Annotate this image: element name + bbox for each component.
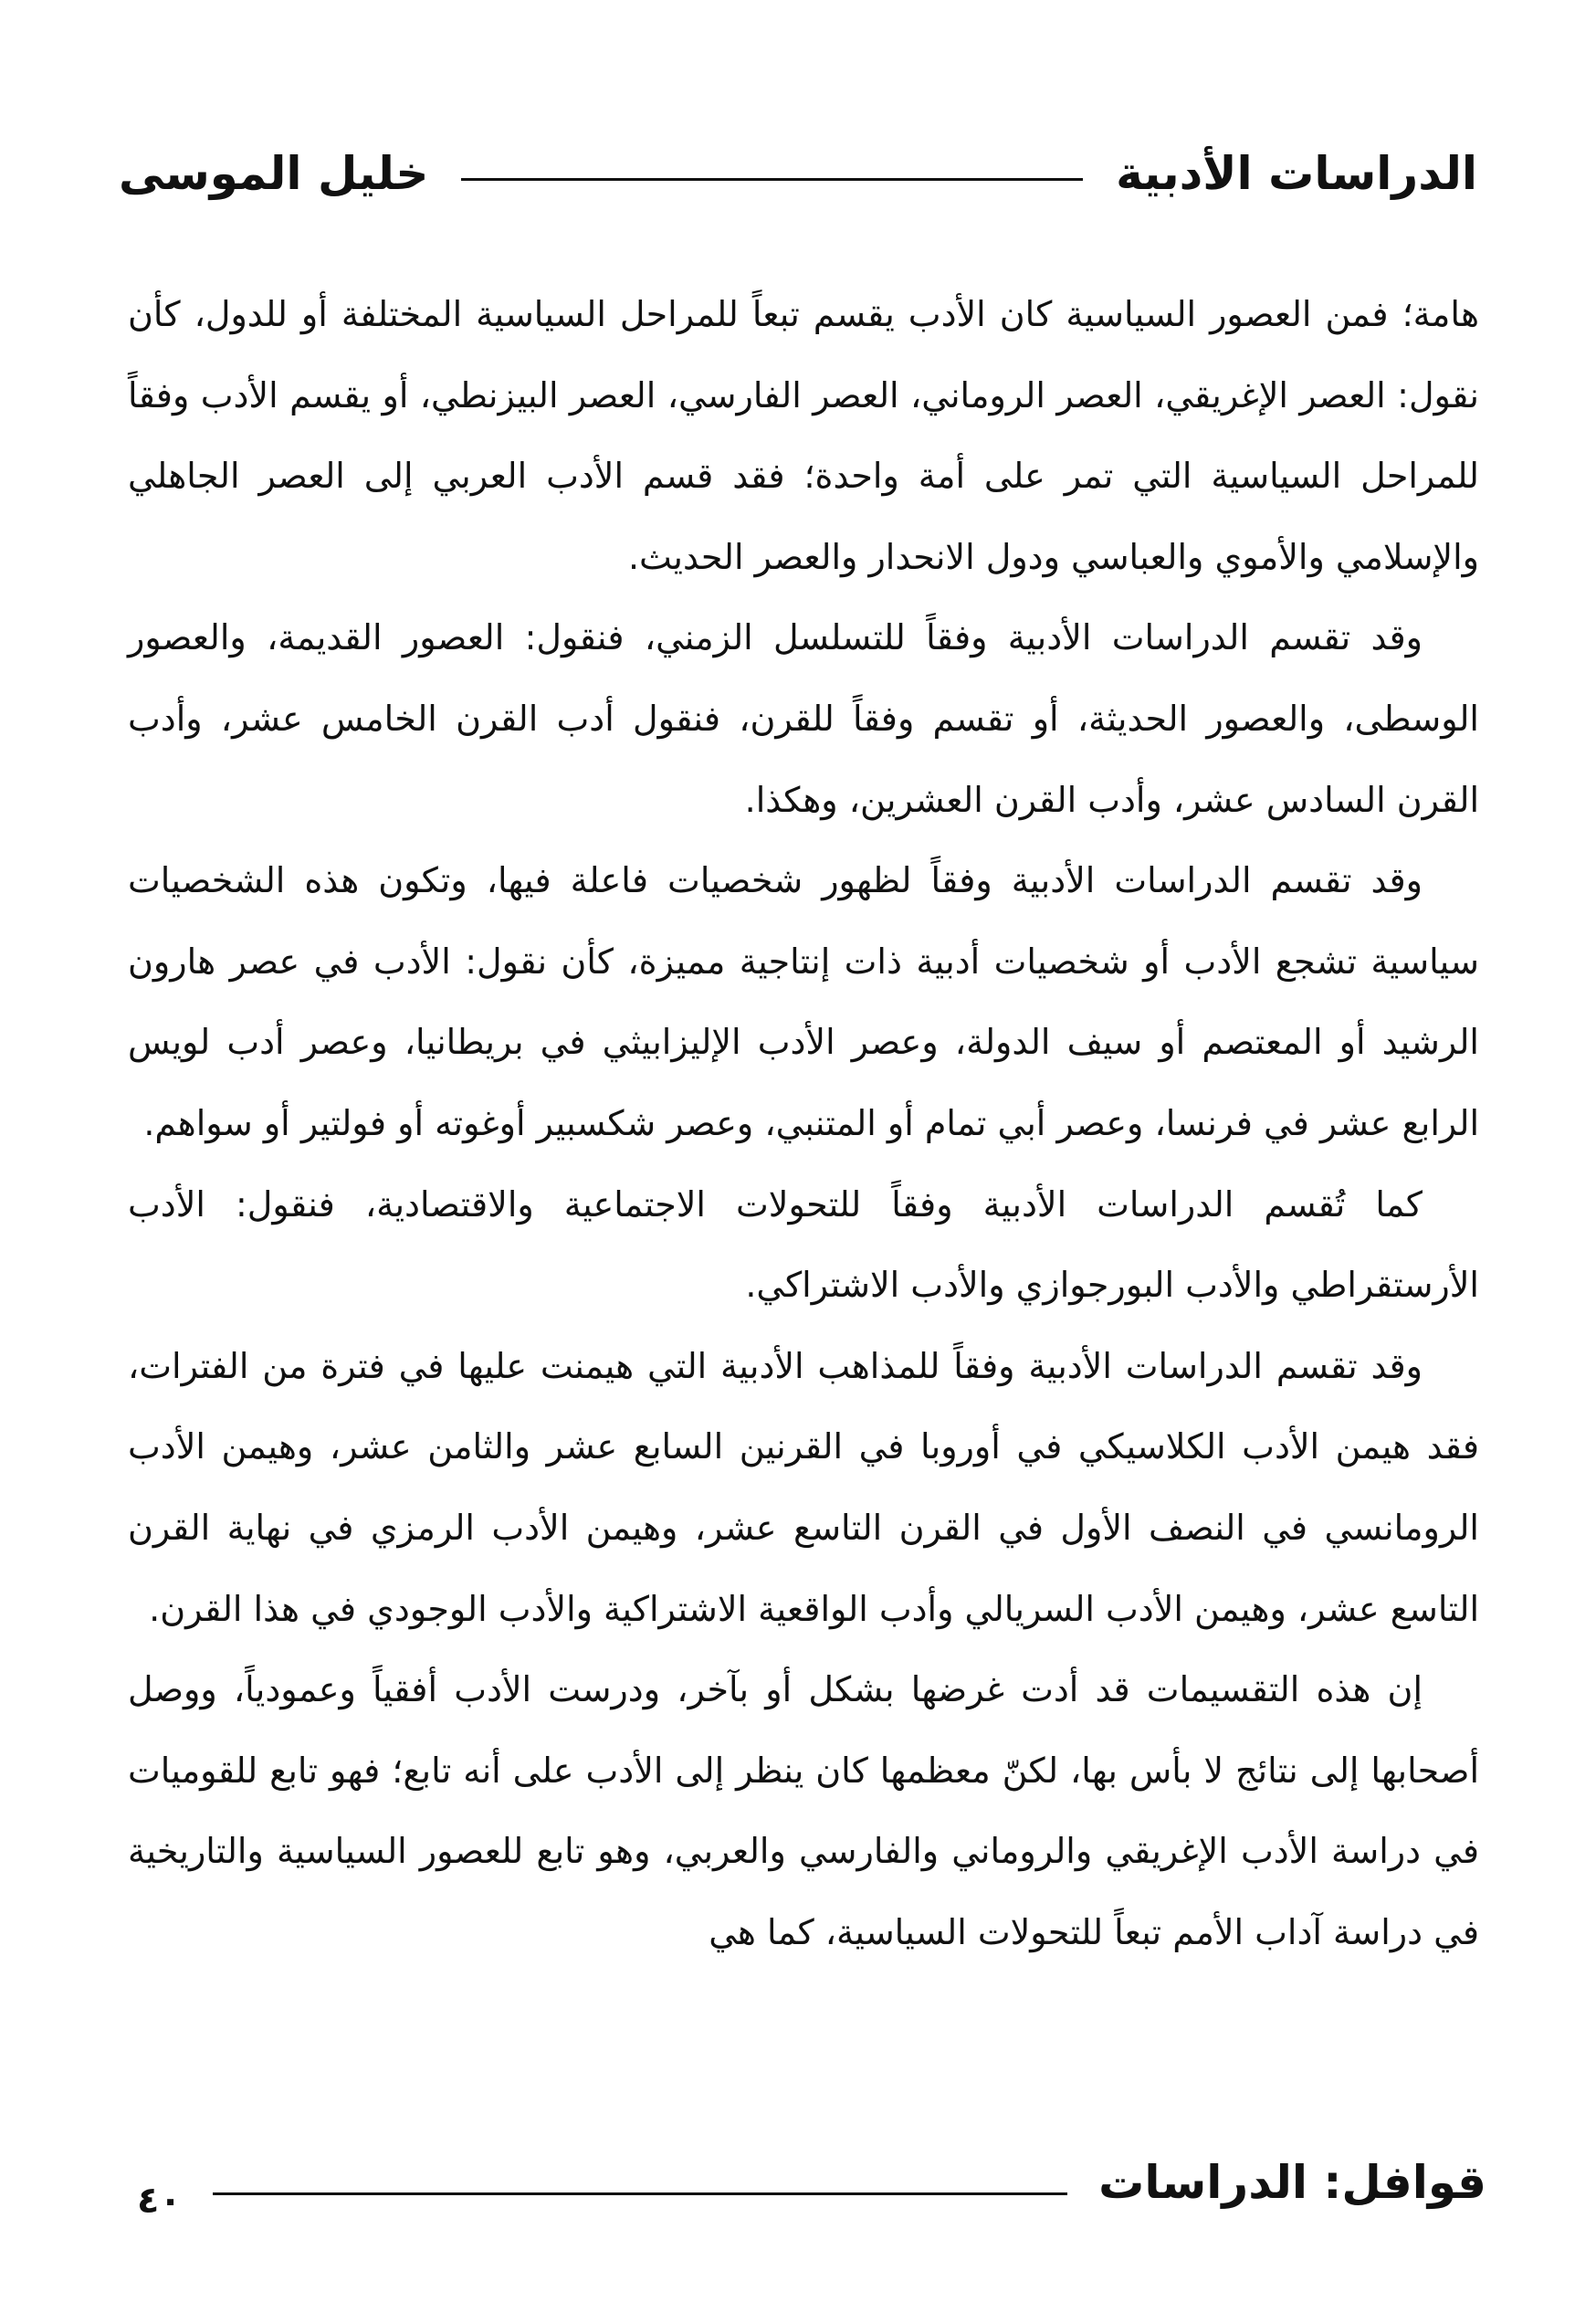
header-rule (461, 178, 1083, 181)
series-title: قوافل: الدراسات (1098, 2156, 1486, 2209)
page-header (119, 137, 1477, 210)
page-footer (137, 2146, 1486, 2222)
paragraph: وقد تقسم الدراسات الأدبية وفقاً للمذاهب الأدبية التي هيمنت عليها في فترة من الفترات، فقد هيمن الأدب الكلاسيكي في أوروبا في القرنين السابع عشر والثامن عشر، وهيمن الأدب الرومانسي في النصف الأول في القرن التاسع عشر، وهيمن الأدب الرمزي في نهاية القرن التاسع عشر، وهيمن الأدب السريالي وأدب الواقعية الاشتراكية والأدب الوجودي في هذا القرن. (128, 1345, 1479, 1629)
running-author: خليل الموسى (119, 147, 429, 200)
paragraph: هامة؛ فمن العصور السياسية كان الأدب يقسم تبعاً للمراحل السياسية المختلفة أو للدول، كأن نقول: العصر الإغريقي، العصر الروماني، العصر الفارسي، العصر البيزنطي، أو يقسم الأدب وفقاً للمراحل السياسية التي تمر على أمة واحدة؛ فقد قسم الأدب العربي إلى العصر الجاهلي والإسلامي والأموي والعباسي ودول الانحدار والعصر الحديث. (128, 294, 1479, 577)
paragraph: كما تُقسم الدراسات الأدبية وفقاً للتحولات الاجتماعية والاقتصادية، فنقول: الأدب الأرستقراطي والأدب البورجوازي والأدب الاشتراكي. (128, 1183, 1479, 1306)
page-body (128, 274, 1479, 1972)
paragraph: إن هذه التقسيمات قد أدت غرضها بشكل أو بآخر، ودرست الأدب أفقياً وعمودياً، ووصل أصحابها إلى نتائج لا بأس بها، لكنّ معظمها كان ينظر إلى الأدب على أنه تابع؛ فهو تابع للقوميات في دراسة الأدب الإغريقي والروماني والفارسي والعربي، وهو تابع للعصور السياسية والتاريخية في دراسة آداب الأمم تبعاً للتحولات السياسية، كما هي (128, 1669, 1479, 1952)
footer-rule (213, 2192, 1067, 2195)
paragraph: وقد تقسم الدراسات الأدبية وفقاً لظهور شخصيات فاعلة فيها، وتكون هذه الشخصيات سياسية تشجع الأدب أو شخصيات أدبية ذات إنتاجية مميزة، كأن نقول: الأدب في عصر هارون الرشيد أو المعتصم أو سيف الدولة، وعصر الأدب الإليزابيثي في بريطانيا، وعصر أدب لويس الرابع عشر في فرنسا، وعصر أبي تمام أو المتنبي، وعصر شكسبير أوغوته أو فولتير أو سواهم. (128, 860, 1479, 1143)
paragraph: وقد تقسم الدراسات الأدبية وفقاً للتسلسل الزمني، فنقول: العصور القديمة، والعصور الوسطى، والعصور الحديثة، أو تقسم وفقاً للقرن، فنقول أدب القرن الخامس عشر، وأدب القرن السادس عشر، وأدب القرن العشرين، وهكذا. (128, 617, 1479, 820)
page-number: ٤٠ (137, 2180, 182, 2222)
running-title: الدراسات الأدبية (1116, 147, 1477, 200)
